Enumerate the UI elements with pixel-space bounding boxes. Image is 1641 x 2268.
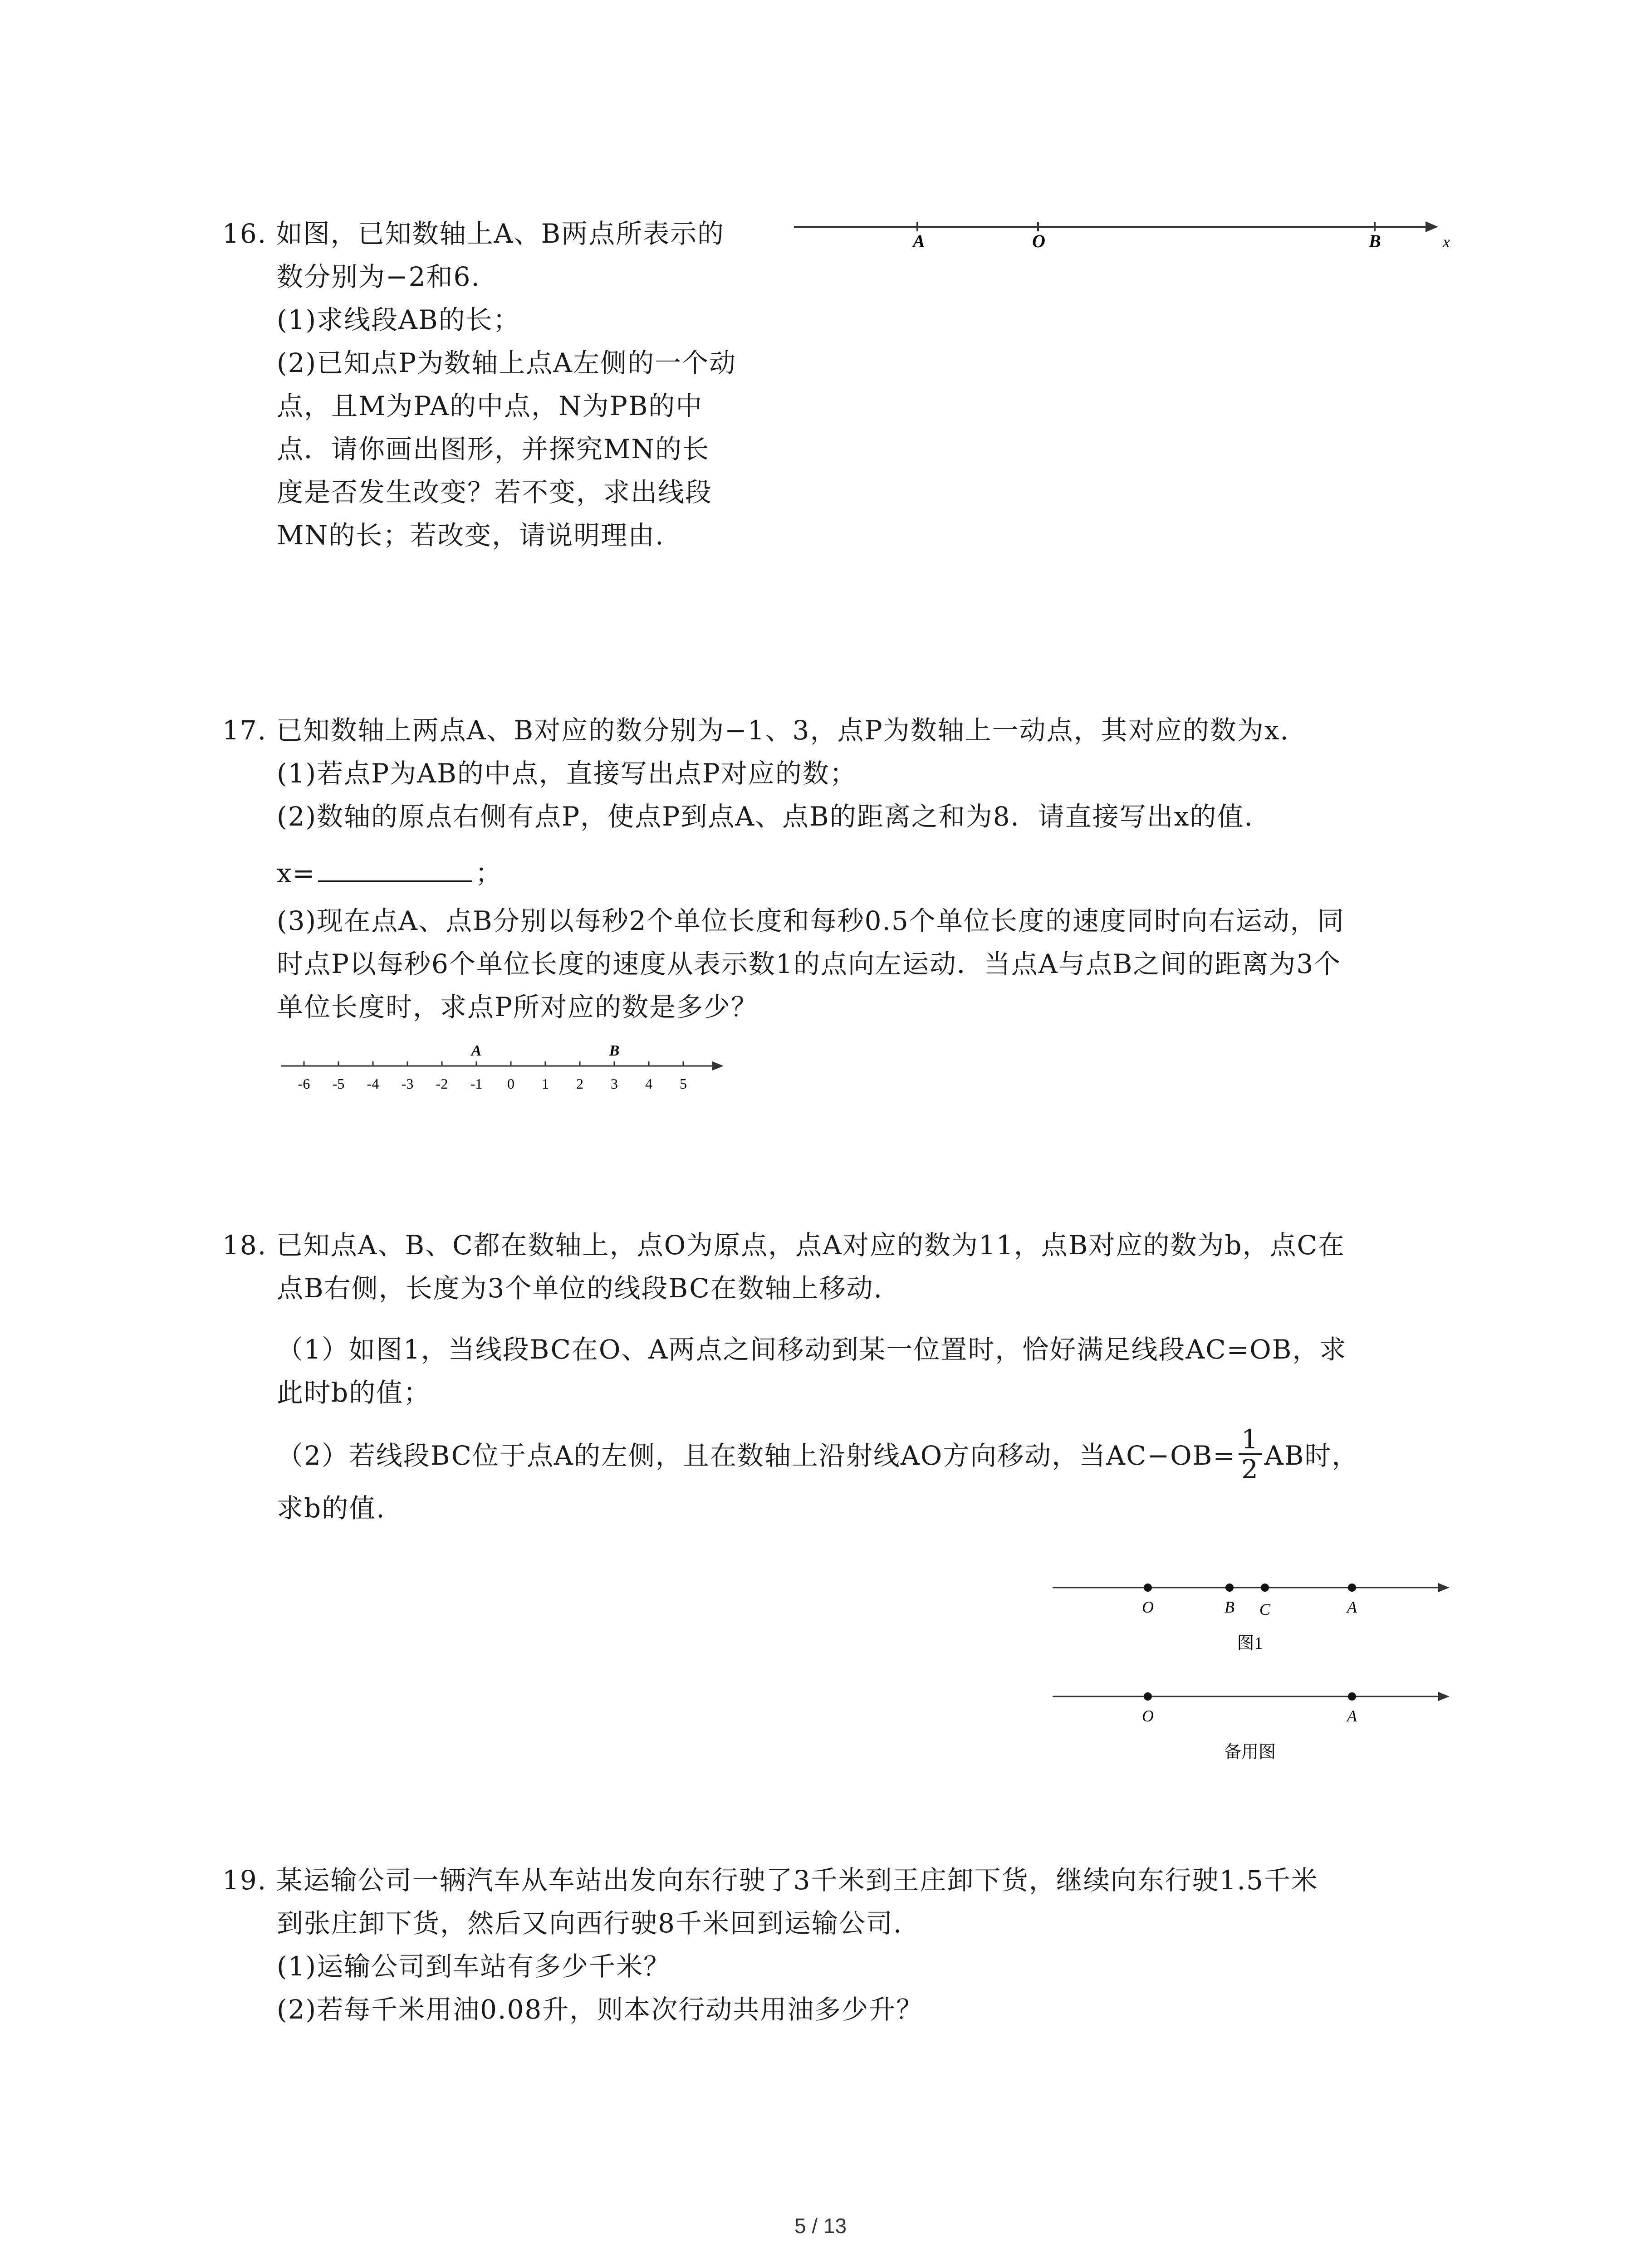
q16-label-b: B [1369, 231, 1381, 251]
q18-fig2-caption: 备用图 [1224, 1743, 1276, 1762]
q17-tick-label: -5 [332, 1075, 345, 1092]
q17-axis-arrow [712, 1061, 724, 1070]
q17-label-b: B [609, 1042, 620, 1059]
q16-line-7: 度是否发生改变？若不变，求出线段 [277, 477, 713, 508]
q17-tick-label: -4 [367, 1075, 379, 1092]
q19-line-2: 到张庄卸下货，然后又向西行驶8千米回到运输公司. [277, 1908, 903, 1939]
q18-line-2: 点B右侧，长度为3个单位的线段BC在数轴上移动. [277, 1273, 883, 1304]
q17-line-1: 17. 已知数轴上两点A、B对应的数分别为−1、3，点P为数轴上一动点，其对应的数为x. [222, 715, 1289, 746]
q17-tick-label: -1 [470, 1075, 483, 1092]
q18-line-5-after: AB时， [1264, 1440, 1359, 1471]
q18-fig2-label-o: O [1142, 1707, 1154, 1725]
q18-fig1-label-b: B [1225, 1598, 1234, 1616]
q18-line-5-before: （2）若线段BC位于点A的左侧，且在数轴上沿射线AO方向移动，当AC−OB= [277, 1440, 1236, 1471]
q18-fig2-point-a [1348, 1692, 1356, 1701]
q17-line-3: (2)数轴的原点右侧有点P，使点P到点A、点B的距离之和为8．请直接写出x的值. [277, 801, 1254, 832]
q18-figure-1 [1048, 1569, 1456, 1656]
q18-fig1-point-b [1225, 1584, 1234, 1592]
q17-line-5: 时点P以每秒6个单位长度的速度从表示数1的点向左运动．当点A与点B之间的距离为3个 [277, 948, 1342, 979]
q17-answer-suffix: ； [475, 858, 503, 889]
q16-label-x: x [1443, 233, 1450, 251]
q17-tick-label: 2 [576, 1075, 583, 1092]
q17-tick-label: -2 [436, 1075, 448, 1092]
q17-label-a: A [471, 1042, 482, 1059]
q17-line-4: (3)现在点A、点B分别以每秒2个单位长度和每秒0.5个单位长度的速度同时向右运动，同 [277, 905, 1345, 936]
q18-fig2-arrow [1438, 1692, 1450, 1701]
q17-tick-label: -6 [298, 1075, 310, 1092]
q18-line-5 [277, 1424, 1359, 1487]
q17-answer-prefix: x= [277, 858, 316, 889]
q17-tick-label: 4 [645, 1075, 652, 1092]
q19-line-1: 19. 某运输公司一辆汽车从车站出发向东行驶了3千米到王庄卸下货，继续向东行驶1.5千米 [222, 1865, 1318, 1896]
q18-fraction [1239, 1425, 1262, 1483]
q16-label-o: O [1032, 231, 1045, 251]
q18-fig2-label-a: A [1347, 1707, 1357, 1725]
q18-fig1-label-o: O [1142, 1598, 1154, 1616]
q16-line-8: MN的长；若改变，请说明理由. [277, 520, 665, 551]
q17-tick-label: 5 [680, 1075, 687, 1092]
q16-axis-arrow [1425, 221, 1438, 232]
q18-fig1-label-a: A [1347, 1598, 1357, 1616]
q17-tick-label: 0 [507, 1075, 514, 1092]
q16-label-a: A [913, 231, 925, 251]
q16-number-line [789, 213, 1470, 249]
q16-line-3: (1)求线段AB的长； [277, 304, 520, 335]
q17-answer-line [277, 857, 502, 889]
q17-line-6: 单位长度时，求点P所对应的数是多少？ [277, 992, 759, 1022]
q18-line-1: 18. 已知点A、B、C都在数轴上，点O为原点，点A对应的数为11，点B对应的数为b，点C在 [222, 1230, 1345, 1261]
q18-figure-2 [1048, 1678, 1456, 1765]
q18-fig1-point-o [1144, 1584, 1152, 1592]
q16-line-6: 点．请你画出图形，并探究MN的长 [277, 434, 710, 464]
q17-answer-blank [318, 858, 472, 882]
q18-fig1-label-c: C [1259, 1600, 1271, 1618]
page-number: 5 / 13 [794, 2214, 847, 2238]
q19-line-4: (2)若每千米用油0.08升，则本次行动共用油多少升？ [277, 1994, 924, 2025]
q18-line-3: （1）如图1，当线段BC在O、A两点之间移动到某一位置时，恰好满足线段AC=OB，求 [277, 1334, 1347, 1365]
q18-fig1-point-c [1261, 1584, 1269, 1592]
q18-fig1-point-a [1348, 1584, 1356, 1592]
q16-line-1: 16. 如图，已知数轴上A、B两点所表示的 [222, 218, 725, 249]
q17-tick-label: 3 [611, 1075, 618, 1092]
q18-frac-num: 1 [1239, 1425, 1262, 1455]
q16-line-4: (2)已知点P为数轴上点A左侧的一个动 [277, 347, 737, 378]
q17-tick-label: 1 [542, 1075, 549, 1092]
q18-fig1-arrow [1438, 1583, 1450, 1592]
q16-line-2: 数分别为−2和6. [277, 261, 480, 292]
q18-line-4: 此时b的值； [277, 1377, 431, 1408]
q17-number-line [272, 1041, 749, 1100]
q17-line-2: (1)若点P为AB的中点，直接写出点P对应的数； [277, 758, 857, 789]
q18-line-6: 求b的值. [277, 1493, 386, 1524]
q18-fig1-caption: 图1 [1237, 1634, 1263, 1653]
q19-line-3: (1)运输公司到车站有多少千米？ [277, 1951, 671, 1982]
q18-fig2-point-o [1144, 1692, 1152, 1701]
q18-frac-den: 2 [1241, 1454, 1259, 1485]
q17-tick-label: -3 [401, 1075, 414, 1092]
q16-line-5: 点，且M为PA的中点，N为PB的中 [277, 391, 703, 421]
